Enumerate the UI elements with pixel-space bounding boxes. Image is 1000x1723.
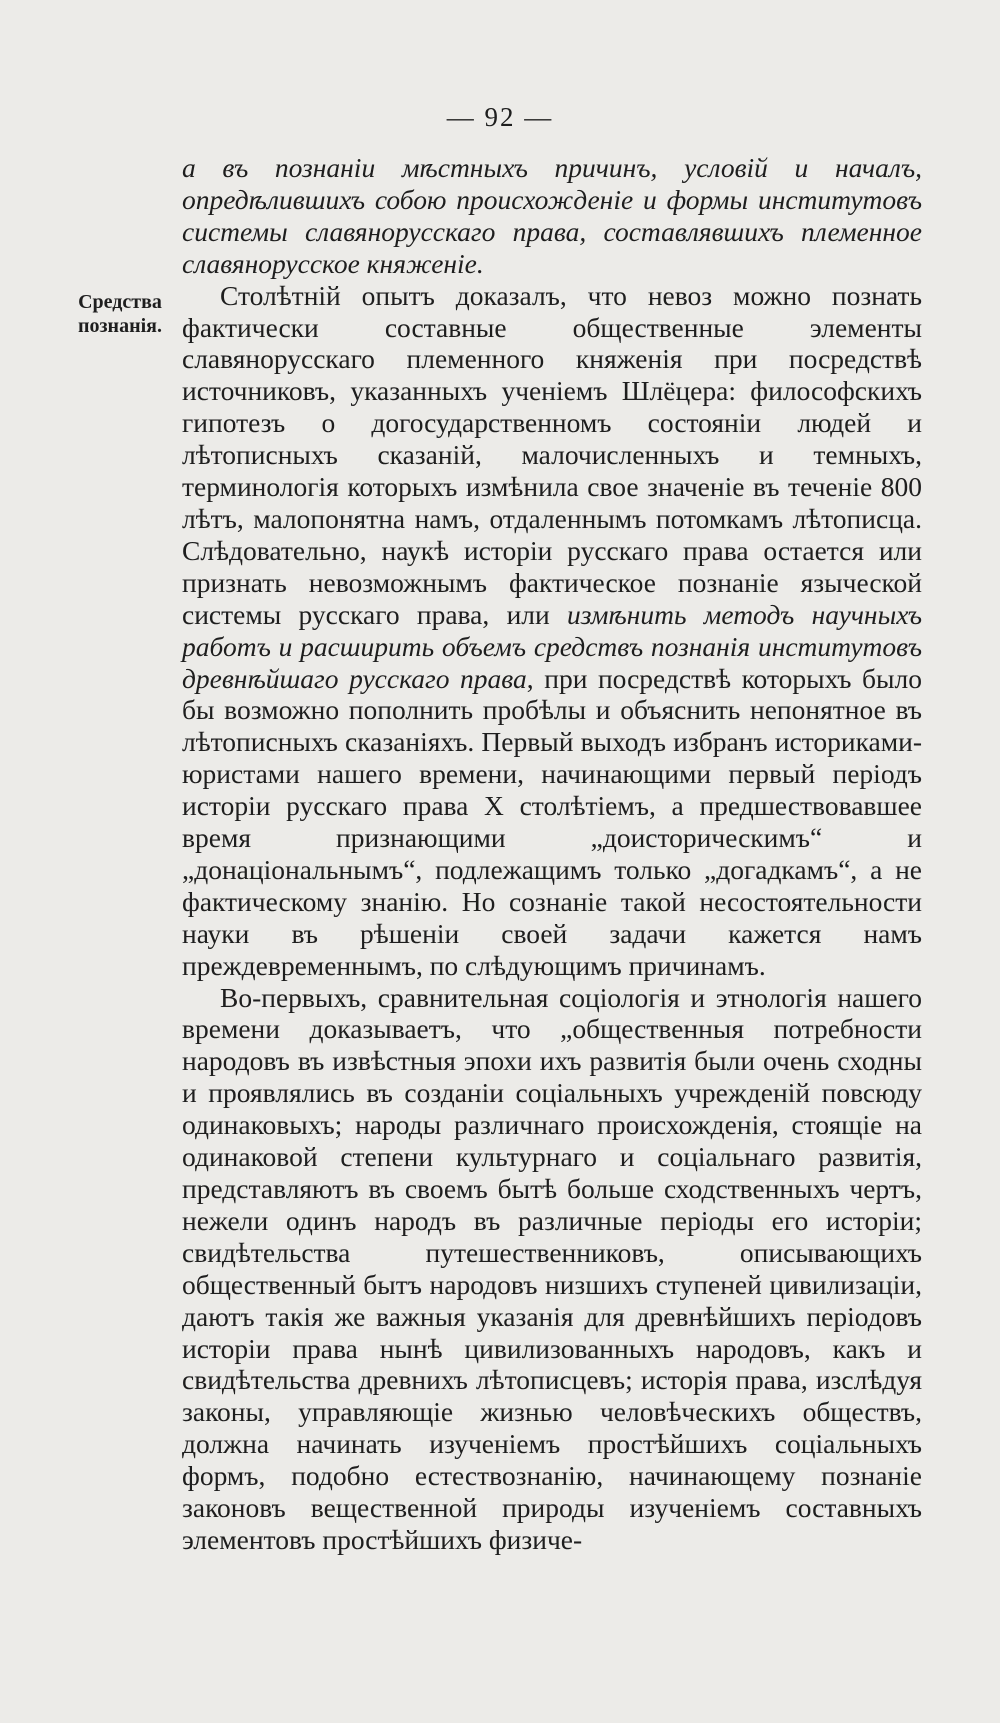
page-number: — 92 — [446,102,554,132]
margin-note [70,290,170,338]
paragraph-2-italic: измѣнить методъ научныхъ работъ и расширить объемъ средствъ познанія институтовъ древнѣйшаго русскаго права [182,598,922,694]
paragraph-2-part-c: , при посредствѣ которыхъ было бы возможно пополнить пробѣлы и объяснить непонятное въ лѣтописныхъ сказаніяхъ. Первый выходъ избранъ историками-юристами нашего времени, начинающими первый періодъ исторіи русскаго права X столѣтіемъ, а предшествовавшее время признающими „доисторическимъ“ и „донаціональнымъ“, подлежащимъ только „догадкамъ“, а не фактическому знанію. Но сознаніе такой несостоятельности науки въ рѣшеніи своей задачи кажется намъ преждевременнымъ, по слѣдующимъ причинамъ. [182,662,922,981]
paragraph-1-italic: а въ познаніи мѣстныхъ причинъ, условій и началъ, опредѣлившихъ собою происхожденіе и формы институтовъ системы славянорусскаго права, составлявшихъ племенное славянорусское княженіе. [182,152,922,279]
paragraph-2 [182,280,922,982]
body-text [182,152,922,1556]
paragraph-3-text: Во-первыхъ, сравнительная соціологія и этнологія нашего времени доказываетъ, что „общественныя потребности народовъ въ извѣстныя эпохи ихъ развитія были очень сходны и проявлялись въ созданіи соціальныхъ учрежденій повсюду одинаковыхъ; народы различнаго происхожденія, стоящіе на одинаковой степени культурнаго и соціальнаго развитія, представляютъ въ своемъ бытѣ больше сходственныхъ чертъ, нежели одинъ народъ въ различные періоды его исторіи; свидѣтельства путешественниковъ, описывающихъ общественный бытъ народовъ низшихъ ступеней цивилизаціи, даютъ такія же важныя указанія для древнѣйшихъ періодовъ исторіи права нынѣ цивилизованныхъ народовъ, какъ и свидѣтельства древнихъ лѣтописцевъ; исторія права, изслѣдуя законы, управляющіе жизнью человѣческихъ обществъ, должна начинать изученіемъ простѣйшихъ соціальныхъ формъ, подобно естествознанію, начинающему познаніе законовъ вещественной природы изученіемъ составныхъ элементовъ простѣйшихъ физиче- [182,981,922,1555]
paragraph-1 [182,152,922,280]
margin-note-line-1: Средства [78,291,162,313]
margin-note-line-2: познанія. [78,315,162,337]
paragraph-2-part-a: Столѣтній опытъ доказалъ, что невоз можно познать фактически составные общественные элементы славянорусскаго племенного княженія при посредствѣ источниковъ, указанныхъ ученіемъ Шлёцера: философскихъ гипотезъ о догосударственномъ состояніи людей и лѣтописныхъ сказаній, малочисленныхъ и темныхъ, терминологія которыхъ измѣнила свое значеніе въ теченіе 800 лѣтъ, малопонятна намъ, отдаленнымъ потомкамъ лѣтописца. Слѣдовательно, наукѣ исторіи русскаго права остается или признать невозможнымъ фактическое познаніе языческой системы русскаго права, или [182,279,922,630]
paragraph-3 [182,982,922,1556]
